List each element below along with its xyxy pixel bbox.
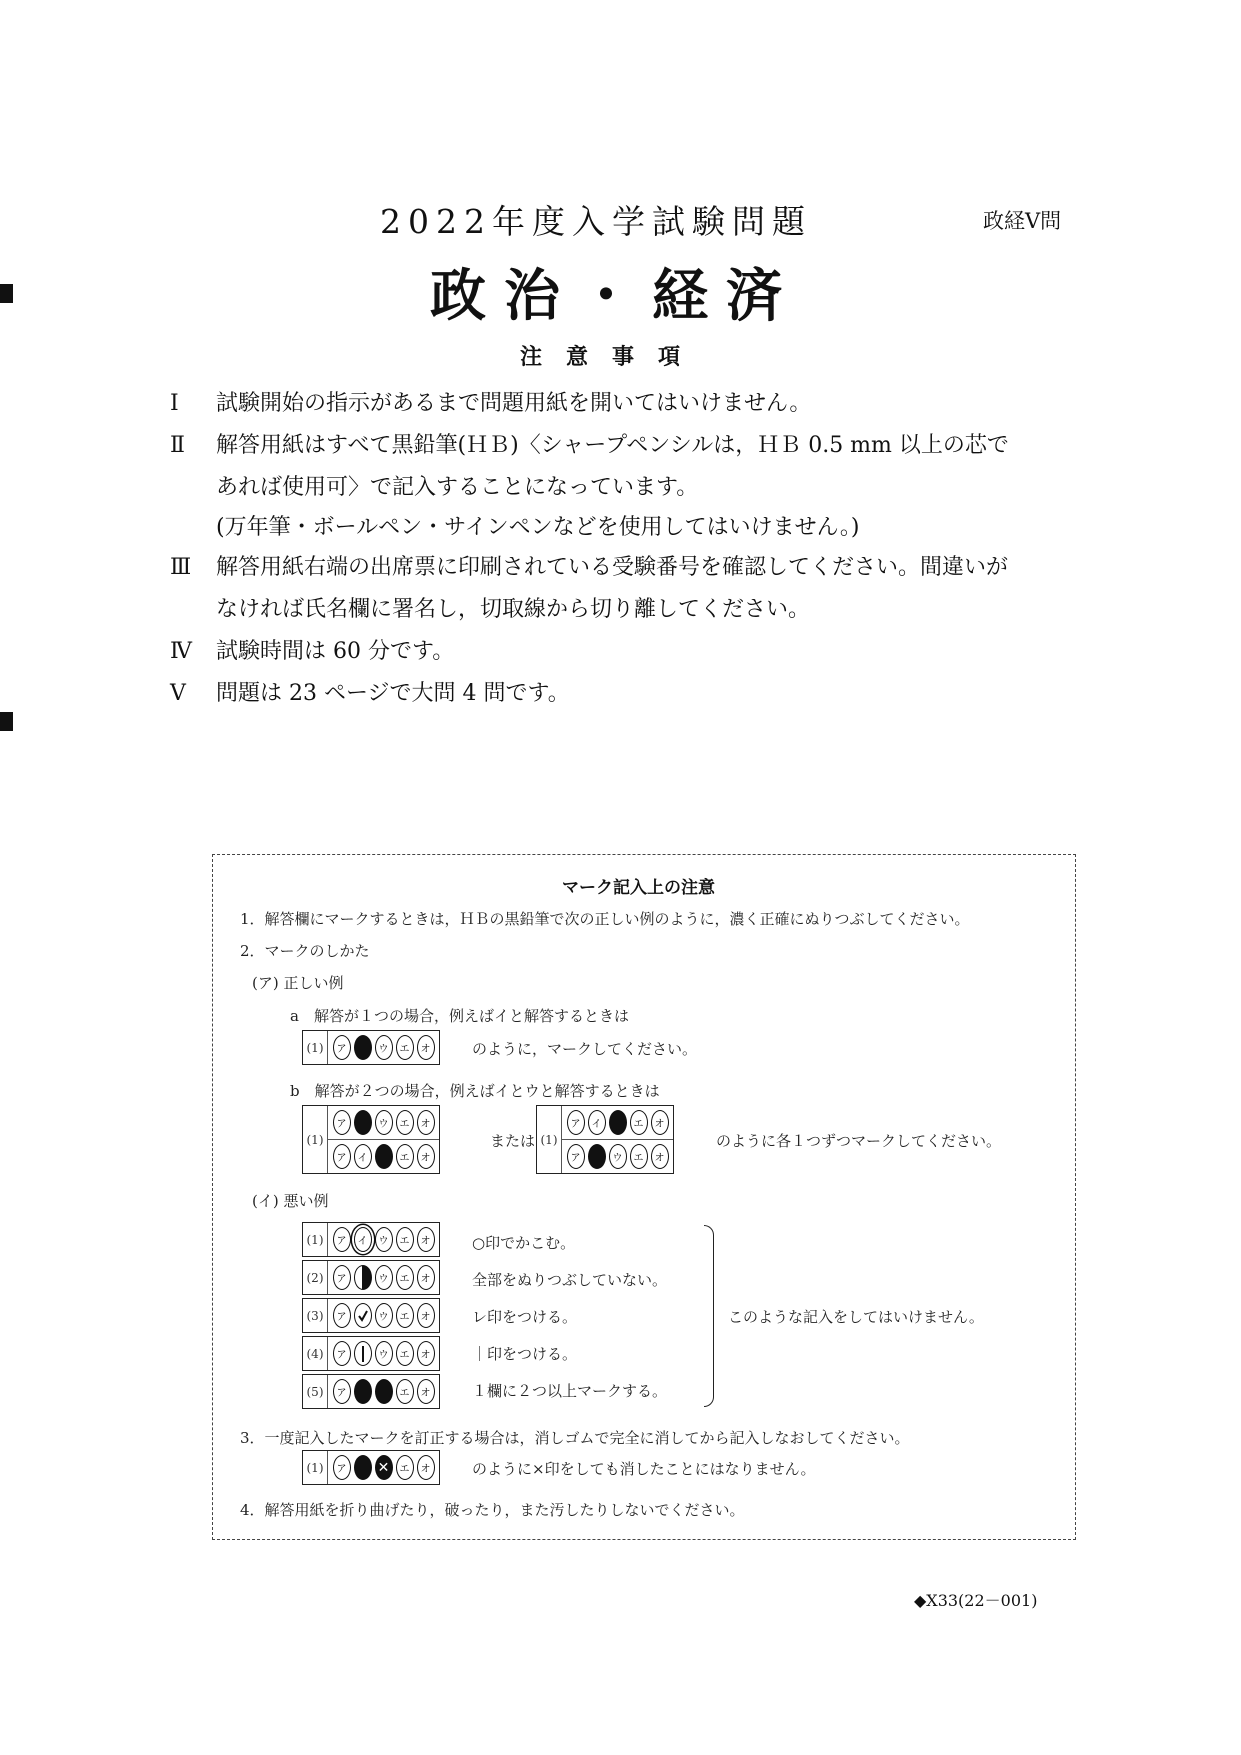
bubble-o: オ <box>417 1227 435 1252</box>
bubble-filled <box>609 1110 627 1135</box>
wrong-example-3 <box>302 1298 440 1333</box>
wrong-example-5 <box>302 1374 440 1409</box>
case-b-note: のように各１つずつマークしてください。 <box>716 1132 1002 1150</box>
bubble-cross-icon: ✕ <box>375 1455 393 1480</box>
footer-code: ◆X33(22－001) <box>914 1591 1038 1610</box>
notes-heading: 注意事項 <box>520 345 705 370</box>
bubble-filled <box>354 1455 372 1480</box>
correct-heading: (ア) 正しい例 <box>252 974 344 992</box>
note-text: (万年筆・ボールペン・サインペンなどを使用してはいけません。) <box>216 515 860 540</box>
bubble-o: オ <box>417 1144 435 1169</box>
note-text: なければ氏名欄に署名し，切取線から切り離してください。 <box>216 597 811 622</box>
case-a-note: のように，マークしてください。 <box>472 1040 698 1058</box>
bubble-u: ウ <box>375 1227 393 1252</box>
bubble-e: エ <box>396 1227 414 1252</box>
bubble-a: ア <box>333 1379 351 1404</box>
note-number: Ⅳ <box>170 639 192 664</box>
wrong-summary: このような記入をしてはいけません。 <box>728 1308 984 1326</box>
bubble-filled <box>354 1379 372 1404</box>
bubble-e: エ <box>630 1144 648 1169</box>
registration-mark-bottom <box>0 712 13 731</box>
bubble-e: エ <box>396 1144 414 1169</box>
guide-item-1: 1．解答欄にマークするときは，ＨＢの黒鉛筆で次の正しい例のように，濃く正確にぬりつぶしてください。 <box>240 910 970 928</box>
bubble-u: ウ <box>375 1303 393 1328</box>
bubble-o: オ <box>417 1035 435 1060</box>
cross-note: のように×印をしても消したことにはなりません。 <box>472 1460 816 1478</box>
or-text: または <box>490 1132 536 1150</box>
wrong-example-4 <box>302 1336 440 1371</box>
row-label: (4) <box>303 1337 328 1370</box>
bubble-a: ア <box>333 1035 351 1060</box>
bubble-o: オ <box>417 1110 435 1135</box>
note-text: あれば使用可〉で記入することになっています。 <box>216 475 699 500</box>
guide-item-3: 3．一度記入したマークを訂正する場合は，消しゴムで完全に消してから記入しなおしてください。 <box>240 1429 910 1447</box>
note-text: 試験時間は 60 分です。 <box>216 639 455 664</box>
bubble-filled <box>375 1379 393 1404</box>
bubble-a: ア <box>333 1341 351 1366</box>
row-label: (3) <box>303 1299 328 1332</box>
bubble-o: オ <box>651 1110 669 1135</box>
bubble-a: ア <box>333 1227 351 1252</box>
bubble-e: エ <box>396 1379 414 1404</box>
note-text: 解答用紙はすべて黒鉛筆(ＨＢ)〈シャープペンシルは，ＨＢ 0.5 mm 以上の芯で <box>216 433 1009 458</box>
bubble-circled: イ <box>354 1227 372 1252</box>
bubble-half-filled <box>354 1265 372 1290</box>
case-b-text: b 解答が２つの場合，例えばイとウと解答するときは <box>290 1082 660 1100</box>
note-5 <box>170 676 570 707</box>
bubble-filled <box>375 1144 393 1169</box>
note-text: 試験開始の指示があるまで問題用紙を開いてはいけません。 <box>216 391 812 416</box>
row-label: (5) <box>303 1375 328 1408</box>
wrong-example-2 <box>302 1260 440 1295</box>
bubble-o: オ <box>417 1265 435 1290</box>
bubble-a: ア <box>567 1144 585 1169</box>
guide-item-4: 4．解答用紙を折り曲げたり，破ったり，また汚したりしないでください。 <box>240 1501 745 1519</box>
bubble-a: ア <box>333 1303 351 1328</box>
bubble-e: エ <box>396 1265 414 1290</box>
wrong-note-3: レ印をつける。 <box>472 1308 578 1326</box>
row-label: (2) <box>303 1261 328 1294</box>
bubble-o: オ <box>417 1303 435 1328</box>
bubble-o: オ <box>417 1379 435 1404</box>
bubble-e: エ <box>396 1110 414 1135</box>
exam-code: 政経Ⅴ問 <box>983 209 1062 233</box>
registration-mark-top <box>0 284 13 303</box>
answer-example-a <box>302 1030 440 1065</box>
note-number: Ⅲ <box>170 555 192 580</box>
wrong-note-4: ｜印をつける。 <box>472 1345 578 1363</box>
note-1 <box>170 386 811 417</box>
bubble-a: ア <box>333 1455 351 1480</box>
answer-example-b1 <box>302 1105 440 1174</box>
note-number: Ⅴ <box>170 681 186 706</box>
bubble-a: ア <box>567 1110 585 1135</box>
answer-example-b2 <box>536 1105 674 1174</box>
bubble-a: ア <box>333 1110 351 1135</box>
bubble-e: エ <box>396 1455 414 1480</box>
bubble-e: エ <box>630 1110 648 1135</box>
note-2 <box>170 428 1009 459</box>
wrong-examples <box>302 1222 440 1409</box>
bubble-o: オ <box>651 1144 669 1169</box>
bubble-e: エ <box>396 1035 414 1060</box>
note-text: 問題は 23 ページで大問 4 問です。 <box>216 681 570 706</box>
wrong-heading: (イ) 悪い例 <box>252 1192 329 1210</box>
row-label: (1) <box>303 1451 328 1484</box>
row-label: (1) <box>537 1106 562 1173</box>
note-4 <box>170 634 454 665</box>
bubble-line-icon <box>354 1341 372 1366</box>
case-a-text: a 解答が１つの場合，例えばイと解答するときは <box>290 1007 629 1025</box>
row-label: (1) <box>303 1223 328 1256</box>
bubble-a: ア <box>333 1144 351 1169</box>
note-text: 解答用紙右端の出席票に印刷されている受験番号を確認してください。間違いが <box>216 555 1009 580</box>
bubble-o: オ <box>417 1455 435 1480</box>
bubble-i: イ <box>354 1144 372 1169</box>
bubble-filled <box>354 1035 372 1060</box>
bubble-filled <box>588 1144 606 1169</box>
row-label: (1) <box>303 1031 328 1064</box>
bubble-u: ウ <box>375 1110 393 1135</box>
bubble-i: イ <box>588 1110 606 1135</box>
wrong-examples-bracket <box>704 1225 714 1407</box>
wrong-note-2: 全部をぬりつぶしていない。 <box>472 1271 668 1289</box>
row-label: (1) <box>303 1106 328 1173</box>
bubble-check-icon <box>354 1303 372 1328</box>
subject-title: 政治・経済 <box>430 263 800 329</box>
bubble-a: ア <box>333 1265 351 1290</box>
note-3 <box>170 550 1008 581</box>
note-number: Ⅰ <box>170 391 179 416</box>
mark-guide-title: マーク記入上の注意 <box>562 878 715 898</box>
exam-title: 2022年度入学試験問題 <box>380 202 812 241</box>
note-number: Ⅱ <box>170 433 185 458</box>
bubble-u: ウ <box>375 1035 393 1060</box>
guide-item-2: 2．マークのしかた <box>240 942 370 960</box>
answer-example-cross <box>302 1450 440 1485</box>
bubble-e: エ <box>396 1303 414 1328</box>
bubble-filled <box>354 1110 372 1135</box>
bubble-e: エ <box>396 1341 414 1366</box>
bubble-u: ウ <box>375 1265 393 1290</box>
bubble-u: ウ <box>375 1341 393 1366</box>
bubble-u: ウ <box>609 1144 627 1169</box>
bubble-o: オ <box>417 1341 435 1366</box>
wrong-note-5: １欄に２つ以上マークする。 <box>472 1382 668 1400</box>
wrong-example-1 <box>302 1222 440 1257</box>
wrong-note-1: ○印でかこむ。 <box>472 1234 576 1252</box>
